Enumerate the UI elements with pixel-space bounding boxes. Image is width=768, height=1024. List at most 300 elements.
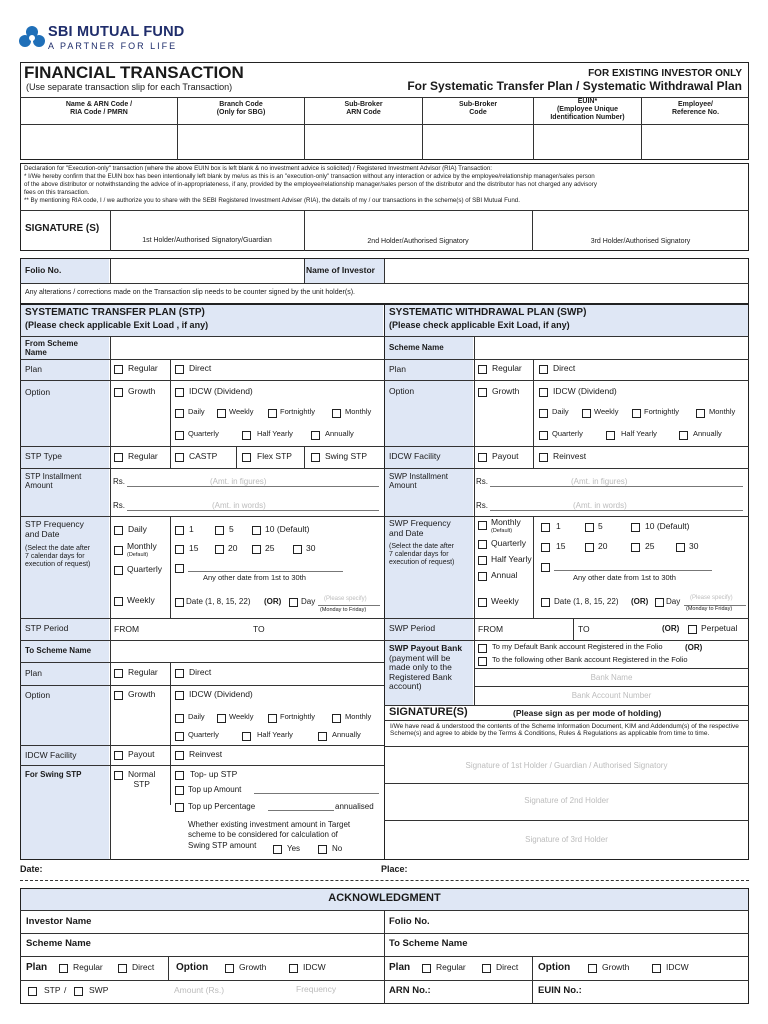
divider (474, 336, 475, 705)
divider (110, 336, 111, 860)
ack-swp-plan-label: Plan (389, 962, 411, 973)
divider (384, 783, 749, 784)
divider (20, 124, 749, 125)
stp-date-20-checkbox[interactable] (215, 545, 224, 554)
rs-label: Rs. (113, 477, 125, 486)
col-arn: Name & ARN Code / RIA Code / PMRN (65, 101, 133, 117)
or-label: (OR) (685, 643, 703, 652)
swp-annually-checkbox[interactable] (679, 431, 688, 440)
divider (533, 446, 534, 468)
swp-weekly-checkbox[interactable] (582, 409, 591, 418)
euin-input[interactable] (535, 126, 640, 158)
ack-swp-regular-checkbox[interactable] (422, 964, 431, 973)
ack-option-label: Option (176, 962, 209, 973)
stp-plan-regular-checkbox[interactable] (114, 365, 123, 374)
ack-title: ACKNOWLEDGMENT (328, 892, 441, 904)
divider (20, 516, 384, 517)
swp-half-yearly-checkbox[interactable] (606, 431, 615, 440)
stp-option-idcw-checkbox[interactable] (175, 388, 184, 397)
swp-plan-regular-checkbox[interactable] (478, 365, 487, 374)
topup-percentage-checkbox[interactable] (175, 803, 184, 812)
stp-date-10-label: 10 (Default) (265, 524, 310, 534)
amt-words-hint: (Amt. in words) (212, 501, 266, 510)
divider (384, 746, 749, 747)
stp-fortnightly-label: Fortnightly (280, 407, 316, 416)
stp-to-plan-direct-checkbox[interactable] (175, 669, 184, 678)
swp-date-1-label: 1 (556, 521, 561, 531)
stp-to-half-yearly-checkbox[interactable] (242, 732, 251, 741)
divider (384, 259, 385, 283)
please-specify-hint: (Please specify) (324, 596, 367, 602)
branch-code-input[interactable] (179, 126, 303, 158)
stp-idcw-facility-label: IDCW Facility (25, 750, 77, 760)
swp-day-label: Day (666, 597, 681, 606)
swp-fortnightly-checkbox[interactable] (632, 409, 641, 418)
sig-holder3-label: 3rd Holder/Authorised Signatory (590, 238, 691, 245)
swp-freq-quarterly-checkbox[interactable] (478, 540, 487, 549)
stp-day-input[interactable] (318, 605, 380, 606)
ack-swp-checkbox[interactable] (74, 987, 83, 996)
or-label: (OR) (662, 624, 680, 633)
place-label: Place: (381, 864, 408, 874)
ack-swp-direct-label: Direct (496, 962, 519, 972)
stp-to-fortnightly-checkbox[interactable] (268, 714, 277, 723)
swp-scheme-input[interactable] (476, 339, 747, 358)
signatures-mode-label: (Please sign as per mode of holding) (513, 708, 662, 718)
form-subtitle: (Use separate transaction slip for each Transaction) (26, 82, 233, 92)
stp-date-weekly-label: Date (1, 8, 15, 22) (186, 597, 251, 606)
swp-payout-checkbox[interactable] (478, 453, 487, 462)
swp-day-checkbox[interactable] (655, 598, 664, 607)
swp-date-15-label: 15 (556, 541, 566, 551)
swing-no-label: No (332, 844, 343, 853)
stp-weekly-checkbox[interactable] (217, 409, 226, 418)
divider (384, 468, 749, 469)
divider (20, 662, 384, 663)
stp-date-1-label: 1 (189, 524, 194, 534)
swp-growth-checkbox[interactable] (478, 388, 487, 397)
stp-date-30-checkbox[interactable] (293, 545, 302, 554)
cut-line (20, 880, 749, 881)
swp-fortnightly-label: Fortnightly (644, 407, 680, 416)
swing-yes-label: Yes (287, 844, 301, 853)
divider (384, 910, 385, 1004)
stp-freq-quarterly-label: Quarterly (127, 564, 162, 574)
subbroker-code-input[interactable] (424, 126, 532, 158)
ack-arn-label: ARN No.: (389, 985, 431, 996)
stp-payout-label: Payout (128, 749, 155, 759)
divider (573, 618, 574, 640)
swp-date-10-checkbox[interactable] (631, 523, 640, 532)
stp-reinvest-label: Reinvest (189, 749, 223, 759)
divider (170, 359, 171, 380)
stp-growth-label: Growth (128, 386, 156, 396)
swp-date-30-label: 30 (689, 541, 699, 551)
stp-to-plan-regular-checkbox[interactable] (114, 669, 123, 678)
stp-to-weekly-checkbox[interactable] (217, 714, 226, 723)
swp-freq-weekly-checkbox[interactable] (478, 598, 487, 607)
stp-weekly-label: Weekly (229, 407, 254, 416)
ack-to-scheme-label: To Scheme Name (389, 938, 468, 949)
swp-freq-annual-label: Annual (491, 570, 518, 580)
swp-daily-checkbox[interactable] (539, 409, 548, 418)
topup-amount-input[interactable] (254, 793, 379, 794)
swp-frequency-label: SWP Frequency and Date (389, 518, 451, 538)
swp-date-1-checkbox[interactable] (541, 523, 550, 532)
stp-type-castp-checkbox[interactable] (175, 453, 184, 462)
subbroker-arn-input[interactable] (306, 126, 421, 158)
stp-date-15-checkbox[interactable] (175, 545, 184, 554)
topup-stp-label: Top- up STP (190, 769, 238, 779)
stp-date-10-checkbox[interactable] (252, 526, 261, 535)
col-subbroker-arn: Sub-Broker ARN Code (344, 101, 383, 117)
swing-no-checkbox[interactable] (318, 845, 327, 854)
ack-folio-label: Folio No. (389, 916, 430, 927)
divider (20, 446, 384, 447)
stp-from-scheme-input[interactable] (112, 339, 382, 358)
swp-freq-annual-checkbox[interactable] (478, 572, 487, 581)
ack-regular-label: Regular (73, 962, 103, 972)
swp-monthly-checkbox[interactable] (696, 409, 705, 418)
stp-freq-weekly-label: Weekly (127, 595, 155, 605)
stp-to-idcw-checkbox[interactable] (175, 691, 184, 700)
sig-holder3-field[interactable]: Signature of 3rd Holder (525, 835, 608, 844)
existing-investor-label: FOR EXISTING INVESTOR ONLY (588, 68, 742, 79)
stp-to-scheme-input[interactable] (112, 642, 382, 661)
stp-freq-weekly-checkbox[interactable] (114, 597, 123, 606)
swp-date-20-checkbox[interactable] (585, 543, 594, 552)
topup-amount-label: Top up Amount (188, 785, 242, 794)
stp-to-growth-checkbox[interactable] (114, 691, 123, 700)
stp-freq-monthly-label: Monthly (127, 541, 157, 551)
ack-swp-growth-checkbox[interactable] (588, 964, 597, 973)
ack-euin-label: EUIN No.: (538, 985, 582, 996)
topup-percentage-label: Top up Percentage (188, 802, 256, 811)
swp-reinvest-label: Reinvest (553, 451, 587, 461)
swp-weekly-label: Weekly (594, 407, 619, 416)
alteration-note: Any alterations / corrections made on the Transaction slip needs to be counter signed by the unit holder(s). (25, 289, 355, 296)
divider (236, 446, 237, 468)
stp-to-annually-checkbox[interactable] (318, 732, 327, 741)
swp-other-date-checkbox[interactable] (541, 563, 550, 572)
stp-to-monthly-checkbox[interactable] (332, 714, 341, 723)
swp-idcw-facility-label: IDCW Facility (389, 451, 441, 461)
ack-direct-checkbox[interactable] (118, 964, 127, 973)
topup-percentage-input[interactable] (268, 810, 334, 811)
divider (20, 210, 749, 211)
swp-freq-half-yearly-label: Half Yearly (491, 554, 532, 564)
swp-freq-half-yearly-checkbox[interactable] (478, 556, 487, 565)
brand-name: SBI MUTUAL FUND (48, 24, 185, 40)
stp-type-swing-checkbox[interactable] (311, 453, 320, 462)
stp-installment-label: STP Installment Amount (25, 472, 82, 491)
brand-tagline: A PARTNER FOR LIFE (48, 41, 178, 51)
swp-date-5-checkbox[interactable] (585, 523, 594, 532)
col-employee: Employee/ Reference No. (671, 101, 720, 117)
amt-words-hint: (Amt. in words) (573, 501, 627, 510)
divider (20, 380, 384, 381)
mon-fri-label: (Monday to Friday) (686, 606, 733, 612)
stp-type-flex-checkbox[interactable] (242, 453, 251, 462)
amt-figures-hint: (Amt. in figures) (571, 477, 628, 486)
stp-date-25-label: 25 (265, 543, 275, 553)
ack-stp-checkbox[interactable] (28, 987, 37, 996)
stp-flex-label: Flex STP (257, 451, 292, 461)
stp-date-5-checkbox[interactable] (215, 526, 224, 535)
swp-default-bank-checkbox[interactable] (478, 644, 487, 653)
col-subbroker-code: Sub-Broker Code (458, 101, 498, 117)
normal-stp-label: Normal STP (128, 769, 156, 789)
employee-ref-input[interactable] (643, 126, 748, 158)
plan-title: For Systematic Transfer Plan / Systematic Withdrawal Plan (407, 79, 742, 93)
divider (20, 468, 384, 469)
normal-stp-checkbox[interactable] (114, 771, 123, 780)
sig-holder2-label: 2nd Holder/Authorised Signatory (367, 238, 469, 245)
stp-to-daily-label: Daily (188, 712, 205, 721)
divider (20, 745, 384, 746)
divider (170, 662, 171, 685)
swp-option-label: Option (389, 386, 415, 396)
declaration-line: fees on this transaction. (24, 189, 90, 196)
stp-to-monthly-label: Monthly (345, 712, 372, 721)
stp-fortnightly-checkbox[interactable] (268, 409, 277, 418)
stp-regular-label: Regular (128, 363, 158, 373)
arn-input[interactable] (22, 126, 176, 158)
stp-monthly-checkbox[interactable] (332, 409, 341, 418)
investor-label: Name of Investor (306, 265, 375, 275)
stp-reinvest-checkbox[interactable] (175, 751, 184, 760)
signature-label: SIGNATURE (S) (25, 223, 100, 234)
swp-freq-quarterly-label: Quarterly (491, 538, 526, 548)
ack-frequency-input[interactable]: Frequency (296, 984, 337, 994)
stp-day-label: Day (301, 597, 316, 606)
stp-other-date-input[interactable] (188, 571, 343, 572)
please-specify-hint: (Please specify) (690, 595, 733, 601)
ack-plan-label: Plan (26, 962, 48, 973)
divider (168, 956, 169, 980)
divider (20, 685, 384, 686)
stp-option-growth-checkbox[interactable] (114, 388, 123, 397)
swp-freq-monthly-checkbox[interactable] (478, 521, 487, 530)
stp-annually-checkbox[interactable] (311, 431, 320, 440)
ack-stp-label: STP (44, 985, 61, 995)
divider (110, 259, 111, 283)
folio-input[interactable] (111, 260, 303, 282)
stp-date-weekly-checkbox[interactable] (175, 598, 184, 607)
divider (533, 516, 534, 618)
swp-perpetual-label: Perpetual (701, 623, 738, 633)
ack-direct-label: Direct (132, 962, 155, 972)
swp-regular-label: Regular (492, 363, 522, 373)
swp-date-5-label: 5 (598, 521, 603, 531)
swp-date-weekly-checkbox[interactable] (541, 598, 550, 607)
swp-idcw-checkbox[interactable] (539, 388, 548, 397)
divider (20, 359, 384, 360)
swp-subtitle: (Please check applicable Exit Load, if any) (389, 320, 570, 330)
ack-idcw-label: IDCW (303, 962, 326, 972)
ack-swp-regular-label: Regular (436, 962, 466, 972)
swp-freq-monthly-label: Monthly (491, 517, 521, 527)
stp-date-25-checkbox[interactable] (252, 545, 261, 554)
stp-swing-label: Swing STP (325, 451, 368, 461)
divider (170, 685, 171, 805)
swp-monthly-label: Monthly (709, 407, 736, 416)
topup-amount-checkbox[interactable] (175, 786, 184, 795)
swp-annually-label: Annually (693, 429, 722, 438)
divider (384, 446, 749, 447)
stp-monthly-label: Monthly (345, 407, 372, 416)
stp-type-regular-checkbox[interactable] (114, 453, 123, 462)
stp-subtitle: (Please check applicable Exit Load , if any) (25, 320, 209, 330)
stp-day-checkbox[interactable] (289, 598, 298, 607)
stp-option-label: Option (25, 387, 51, 397)
ack-slash-label: / (64, 985, 67, 995)
stp-plan-label: Plan (25, 364, 43, 374)
swp-scheme-label: Scheme Name (389, 343, 444, 352)
stp-period-to-label: TO (253, 624, 265, 634)
stp-date-15-label: 15 (189, 543, 199, 553)
divider (384, 516, 749, 517)
declaration-line: * I/We hereby confirm that the EUIN box has been intentionally left blank by me/us as this is an "execution-only" transaction without any interaction or advice by the employee/relationship manager/sales person (24, 173, 595, 180)
divider (20, 618, 384, 619)
swing-yes-checkbox[interactable] (273, 845, 282, 854)
stp-to-regular-label: Regular (128, 667, 158, 677)
swp-quarterly-checkbox[interactable] (539, 431, 548, 440)
divider (304, 259, 305, 283)
stp-to-direct-label: Direct (189, 667, 212, 677)
divider (170, 380, 171, 446)
stp-idcw-label: IDCW (Dividend) (189, 386, 253, 396)
bank-name-input[interactable]: Bank Name (590, 673, 633, 682)
swp-title: SYSTEMATIC WITHDRAWAL PLAN (SWP) (389, 307, 587, 318)
stp-type-regular-label: Regular (128, 451, 158, 461)
ack-swp-idcw-checkbox[interactable] (652, 964, 661, 973)
swp-perpetual-checkbox[interactable] (688, 625, 697, 634)
date-label: Date: (20, 864, 43, 874)
ack-idcw-checkbox[interactable] (289, 964, 298, 973)
divider (20, 283, 749, 284)
swp-frequency-note: (Select the date after 7 calendar days for execution of request) (389, 543, 455, 567)
swp-other-date-input[interactable] (554, 570, 712, 571)
amt-figures-hint: (Amt. in figures) (210, 477, 267, 486)
stp-to-weekly-label: Weekly (229, 712, 254, 721)
divider (474, 668, 749, 669)
swp-payout-label: Payout (492, 451, 519, 461)
divider (20, 765, 384, 766)
ack-amount-input[interactable]: Amount (Rs.) (174, 985, 225, 995)
divider (474, 686, 749, 687)
stp-to-fortnightly-label: Fortnightly (280, 712, 316, 721)
or-label: (OR) (631, 597, 649, 606)
ack-swp-idcw-label: IDCW (666, 962, 689, 972)
stp-to-daily-checkbox[interactable] (175, 714, 184, 723)
swp-reinvest-checkbox[interactable] (539, 453, 548, 462)
divider (384, 820, 749, 821)
stp-to-growth-label: Growth (128, 689, 156, 699)
stp-label-column (21, 337, 109, 859)
swp-other-bank-label: To the following other Bank account Registered in the Folio (492, 655, 688, 664)
rs-label: Rs. (476, 501, 488, 510)
divider (533, 380, 534, 446)
declaration-line: of the above distributor or notwithstanding the advice of in-appropriateness, if any, provided by the employee/relationship manager/sales person of the distributor and the distributor has not charged any advisory (24, 181, 597, 188)
swp-freq-weekly-label: Weekly (491, 596, 519, 606)
declaration-line: ** By mentioning RIA code, I / we authorize you to share with the SEBI Registered Investment Adviser (RIA), the details of my / our transactions in the scheme(s) of SBI Mutual Fund. (24, 197, 520, 204)
stp-direct-label: Direct (189, 363, 212, 373)
stp-other-date-checkbox[interactable] (175, 564, 184, 573)
stp-plan-direct-checkbox[interactable] (175, 365, 184, 374)
stp-payout-checkbox[interactable] (114, 751, 123, 760)
ack-growth-label: Growth (239, 962, 267, 972)
rs-label: Rs. (476, 477, 488, 486)
stp-frequency-note: (Select the date after 7 calendar days for execution of request) (25, 545, 91, 569)
swp-date-25-label: 25 (645, 541, 655, 551)
sig-holder1-label: 1st Holder/Authorised Signatory/Guardian (142, 237, 272, 244)
signatures-text: I/We have read & understood the contents of the Scheme Information Document, KIM and Addendum(s) of the respective Scheme(s) and agree to abide by the Terms & Conditions, Rules & Regulations as applicable from time to time. (390, 723, 739, 738)
stp-freq-daily-checkbox[interactable] (114, 526, 123, 535)
divider (20, 640, 384, 641)
col-branch: Branch Code (Only for SBG) (216, 101, 266, 117)
stp-type-label: STP Type (25, 451, 63, 461)
divider (532, 956, 533, 1004)
swp-date-25-checkbox[interactable] (631, 543, 640, 552)
sbi-logo (18, 22, 198, 56)
swp-direct-label: Direct (553, 363, 576, 373)
stp-half-yearly-checkbox[interactable] (242, 431, 251, 440)
stp-to-quarterly-checkbox[interactable] (175, 732, 184, 741)
stp-to-option-label: Option (25, 690, 51, 700)
swp-date-20-label: 20 (598, 541, 608, 551)
stp-freq-monthly-checkbox[interactable] (114, 546, 123, 555)
folio-label: Folio No. (25, 265, 62, 275)
sig-holder1-field[interactable]: Signature of 1st Holder / Guardian / Authorised Signatory (465, 761, 668, 770)
stp-from-scheme-label: From Scheme Name (25, 339, 78, 358)
ack-growth-checkbox[interactable] (225, 964, 234, 973)
stp-annually-label: Annually (325, 429, 354, 438)
sig-holder2-field[interactable]: Signature of 2nd Holder (524, 796, 609, 805)
swp-default-bank-label: To my Default Bank account Registered in the Folio (492, 642, 663, 651)
declaration-line: Declaration for "Execution-only" transaction (where the above EUIN box is left blank & no investment advice is solicited) / Registered Investment Advisor (RIA) Transaction: (24, 165, 492, 172)
stp-freq-quarterly-checkbox[interactable] (114, 566, 123, 575)
swp-quarterly-label: Quarterly (552, 429, 583, 438)
bank-account-input[interactable]: Bank Account Number (571, 691, 652, 700)
swing-stp-label: For Swing STP (25, 770, 82, 779)
stp-date-1-checkbox[interactable] (175, 526, 184, 535)
swp-date-weekly-label: Date (1, 8, 15, 22) (554, 597, 619, 606)
divider (304, 446, 305, 468)
topup-stp-checkbox[interactable] (175, 771, 184, 780)
investor-name-input[interactable] (386, 260, 747, 282)
ack-regular-checkbox[interactable] (59, 964, 68, 973)
signatures-title: SIGNATURE(S) (389, 706, 468, 718)
stp-to-half-yearly-label: Half Yearly (257, 730, 293, 739)
swp-other-bank-checkbox[interactable] (478, 657, 487, 666)
stp-quarterly-checkbox[interactable] (175, 431, 184, 440)
col-euin: EUIN* (Employee Unique Identification Number) (550, 98, 625, 122)
rs-label: Rs. (113, 501, 125, 510)
ack-scheme-label: Scheme Name (26, 938, 91, 949)
swp-plan-direct-checkbox[interactable] (539, 365, 548, 374)
swp-date-30-checkbox[interactable] (676, 543, 685, 552)
swp-date-15-checkbox[interactable] (541, 543, 550, 552)
ack-swp-direct-checkbox[interactable] (482, 964, 491, 973)
stp-title: SYSTEMATIC TRANSFER PLAN (STP) (25, 307, 205, 318)
mon-fri-label: (Monday to Friday) (320, 607, 367, 613)
stp-daily-checkbox[interactable] (175, 409, 184, 418)
divider (170, 516, 171, 618)
divider (384, 359, 749, 360)
swp-daily-label: Daily (552, 407, 569, 416)
stp-date-5-label: 5 (229, 524, 234, 534)
